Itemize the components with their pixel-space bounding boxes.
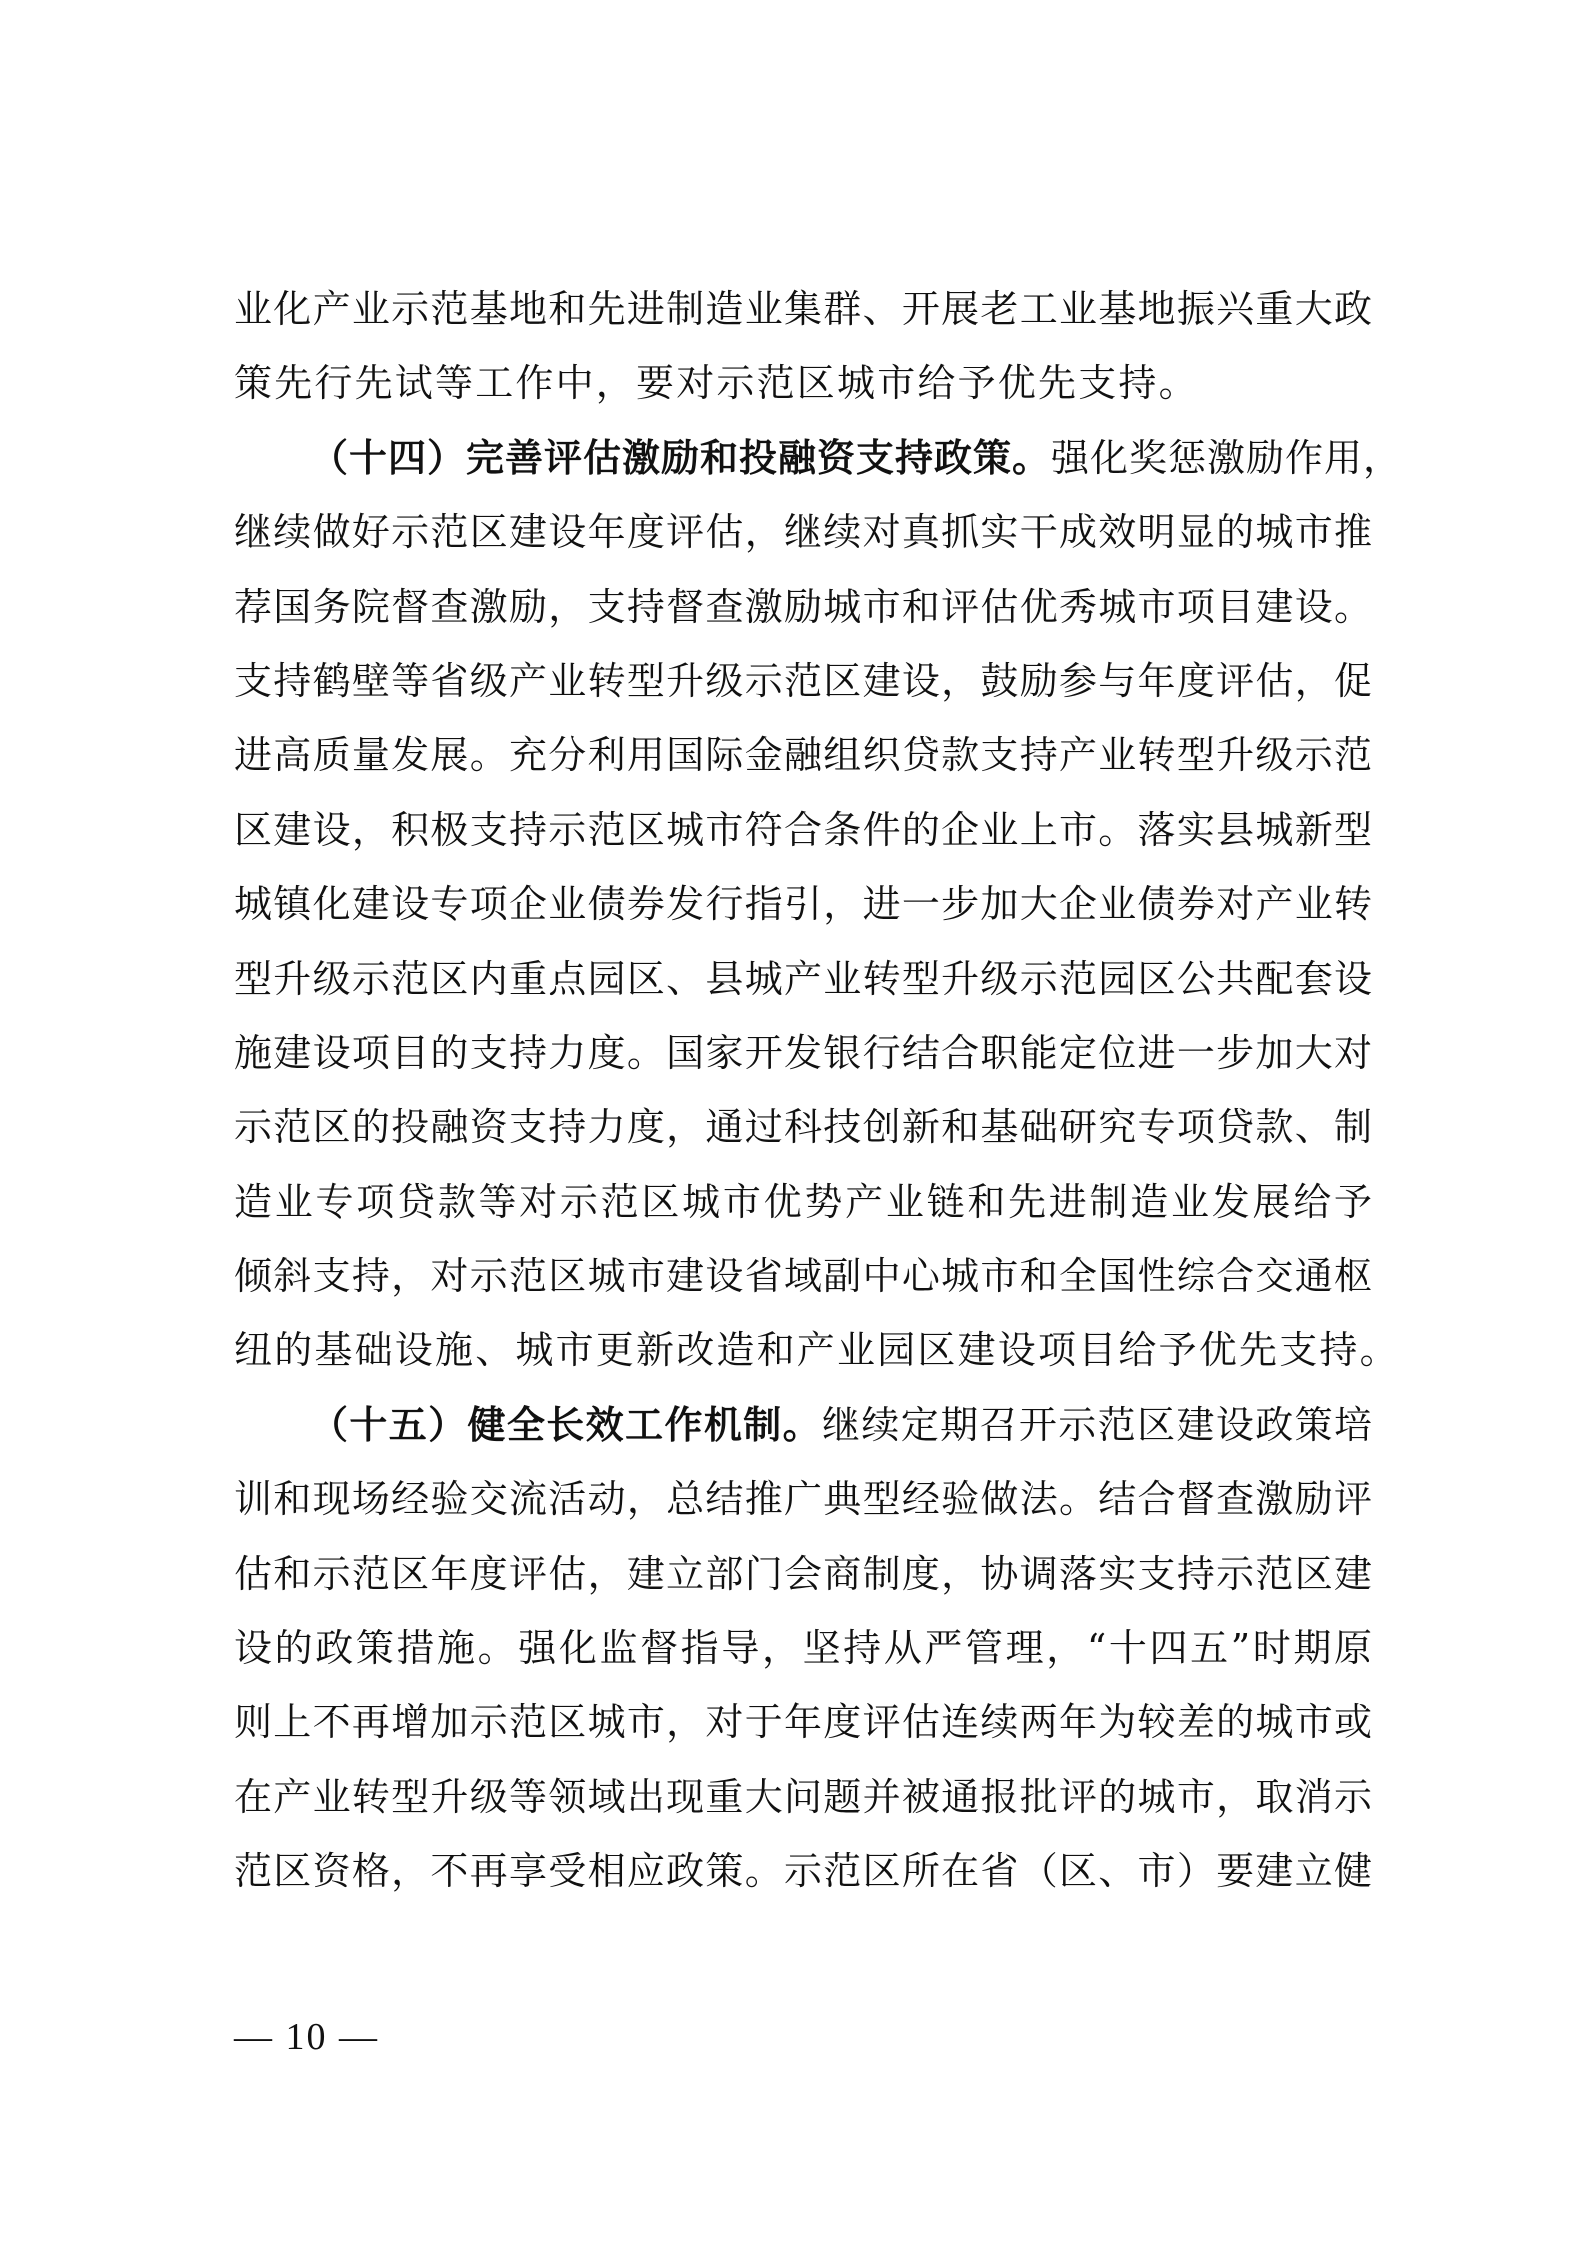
text-line: 造业专项贷款等对示范区城市优势产业链和先进制造业发展给予: [234, 1179, 1373, 1224]
text-line: 倾斜支持，对示范区城市建设省域副中心城市和全国性综合交通枢: [234, 1254, 1373, 1299]
text-line: 支持鹤壁等省级产业转型升级示范区建设，鼓励参与年度评估，促: [234, 658, 1373, 703]
text-line: 估和示范区年度评估，建立部门会商制度，协调落实支持示范区建: [234, 1551, 1373, 1596]
section-14-lead-text: 强化奖惩激励作用，: [1051, 435, 1403, 480]
text-line: 型升级示范区内重点园区、县城产业转型升级示范园区公共配套设: [234, 956, 1373, 1001]
section-15-first-line: [234, 1388, 1373, 1462]
text-line: 范区资格，不再享受相应政策。示范区所在省（区、市）要建立健: [234, 1849, 1373, 1894]
text-line: 在产业转型升级等领域出现重大问题并被通报批评的城市，取消示: [234, 1774, 1373, 1819]
text-line: 业化产业示范基地和先进制造业集群、开展老工业基地振兴重大政: [234, 287, 1373, 331]
text-line: 荐国务院督查激励，支持督查激励城市和评估优秀城市项目建设。: [234, 584, 1373, 629]
text-line: 则上不再增加示范区城市，对于年度评估连续两年为较差的城市或: [234, 1700, 1373, 1745]
text-line: 策先行先试等工作中，要对示范区城市给予优先支持。: [234, 361, 1199, 406]
page-number: — 10 —: [234, 2016, 379, 2058]
text-line: 进高质量发展。充分利用国际金融组织贷款支持产业转型升级示范: [234, 733, 1373, 778]
text-line: 区建设，积极支持示范区城市符合条件的企业上市。落实县城新型: [234, 807, 1373, 852]
text-line: 设的政策措施。强化监督指导，坚持从严管理，“十四五”时期原: [234, 1626, 1373, 1671]
text-line: 施建设项目的支持力度。国家开发银行结合职能定位进一步加大对: [234, 1030, 1373, 1075]
document-body: [234, 272, 1403, 1909]
text-line: 示范区的投融资支持力度，通过科技创新和基础研究专项贷款、制: [234, 1105, 1373, 1150]
text-line: 城镇化建设专项企业债券发行指引，进一步加大企业债券对产业转: [234, 882, 1373, 927]
section-15-heading: （十五）健全长效工作机制。: [310, 1401, 822, 1447]
section-15-lead-text: 继续定期召开示范区建设政策培: [822, 1402, 1373, 1447]
text-line: 继续做好示范区建设年度评估，继续对真抓实干成效明显的城市推: [234, 510, 1373, 555]
text-line: 训和现场经验交流活动，总结推广典型经验做法。结合督查激励评: [234, 1477, 1373, 1522]
text-line: 纽的基础设施、城市更新改造和产业园区建设项目给予优先支持。: [234, 1328, 1400, 1373]
section-14-first-line: [234, 421, 1403, 495]
section-14-heading: （十四）完善评估激励和投融资支持政策。: [310, 434, 1052, 480]
